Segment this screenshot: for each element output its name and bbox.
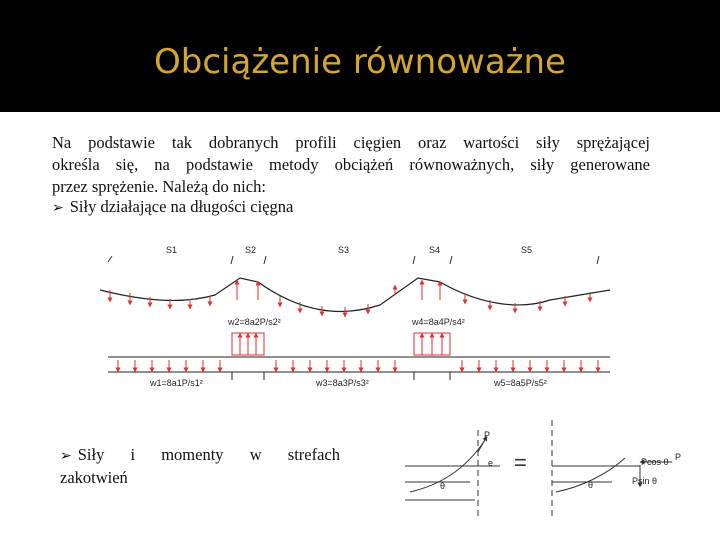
load-label-w1: w1=8a1P/s1² [150, 378, 203, 388]
bullet-text: Siły działające na długości cięgna [69, 197, 294, 216]
span-label-s2: S2 [245, 245, 257, 255]
anchorage-p-right: P [675, 452, 682, 462]
anchorage-right-figure [552, 420, 672, 520]
paragraph-line-3: przez sprężenie. Należą do nich: [52, 177, 266, 196]
tendon-profile [100, 278, 610, 311]
bullet-arrow-icon: ➢ [60, 448, 72, 464]
load-label-w2: w2=8a2P/s2² [228, 317, 281, 327]
support-ticks [108, 256, 599, 264]
upward-loads [232, 333, 450, 355]
downward-loads [108, 357, 610, 372]
span-label-s3: S3 [338, 245, 350, 255]
anchorage-angle-left: θ [440, 481, 446, 491]
paragraph-line-2: określa się, na podstawie metody obciążeń równoważnych, siły generowane [52, 155, 650, 174]
bullet2-line-2: zakotwień [60, 468, 128, 487]
slide-title: Obciążenie równoważne [154, 42, 566, 82]
anchorage-left-figure [405, 430, 500, 520]
anchorage-pcos: Pcos θ [641, 457, 669, 467]
equivalence-sign: = [514, 450, 527, 475]
anchorage-angle-right: θ [588, 480, 594, 490]
span-label-s5: S5 [521, 245, 533, 255]
anchorage-psin: Psin θ [632, 476, 658, 486]
paragraph-line-1: Na podstawie tak dobranych profili cięgien oraz wartości siły sprężającej [52, 133, 650, 152]
anchorage-force-p: P [484, 430, 491, 440]
span-label-s1: S1 [166, 245, 178, 255]
bullet-arrow-icon: ➢ [52, 200, 64, 216]
load-label-w5: w5=8a5P/s5² [494, 378, 547, 388]
load-label-w3: w3=8a3P/s3² [316, 378, 369, 388]
load-label-w4: w4=8a4P/s4² [412, 317, 465, 327]
bullet2-text-1: Siły i momenty w strefach [77, 445, 340, 464]
span-label-s4: S4 [429, 245, 441, 255]
tendon-load-arrows [110, 282, 590, 315]
anchorage-eccentricity: e [488, 458, 494, 468]
